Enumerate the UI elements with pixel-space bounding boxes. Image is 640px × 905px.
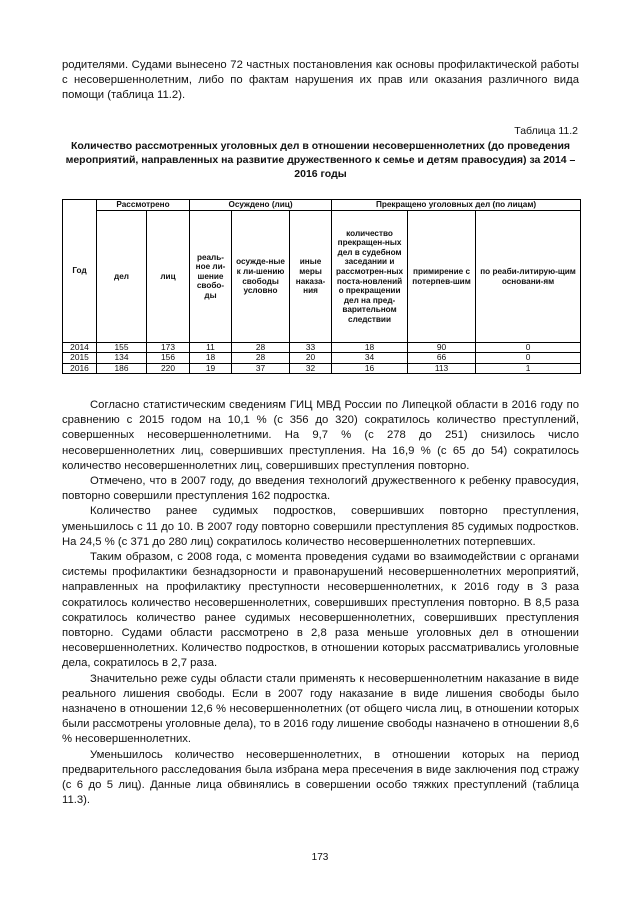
table-row: [63, 353, 581, 363]
page-number: 173: [311, 852, 329, 863]
table-cell: 220: [147, 363, 190, 373]
body-paragraph: Согласно статистическим сведениям ГИЦ МВД России по Липецкой области в 2016 году по сравнению с 2015 годом на 10,1 % (с 356 до 320) сократилось количество преступлений, совершенных несовершеннолетними. На 9,7 % (с 278 до 251) снизилось число несовершеннолетних лиц, совершивших преступления. На 16,9 % (с 65 до 54) сократилось количество несовершеннолетних лиц, совершивших преступления повторно.: [62, 399, 579, 472]
table-cell: 0: [476, 343, 581, 353]
table-cell: 16: [332, 363, 408, 373]
table-cell: 11: [190, 343, 232, 353]
table-cell: 28: [232, 353, 290, 363]
header-terminated: Прекращено уголовных дел (по лицам): [332, 200, 581, 211]
table-cell: 156: [147, 353, 190, 363]
table-cell: 18: [332, 343, 408, 353]
table-cell: 113: [408, 363, 476, 373]
header-real-imprisonment: реаль-ное ли-шение свобо-ды: [190, 211, 232, 343]
table-cell: 90: [408, 343, 476, 353]
table-cell: 134: [97, 353, 147, 363]
table-cell: 2015: [63, 353, 97, 363]
table-cell: 18: [190, 353, 232, 363]
table-cell: 37: [232, 363, 290, 373]
header-year: Год: [63, 200, 97, 343]
table-cell: 28: [232, 343, 290, 353]
table-cell: 33: [290, 343, 332, 353]
header-convicted: Осуждено (лиц): [190, 200, 332, 211]
header-terminated-hearing: количество прекращен-ных дел в судебном заседании и рассмотрен-ных поста-новлений о прекращении дел на пред-варительном следствии: [332, 211, 408, 343]
header-other-measures: иные меры наказа-ния: [290, 211, 332, 343]
header-considered: Рассмотрено: [97, 200, 190, 211]
header-reconciliation: примирение с потерпев-шим: [408, 211, 476, 343]
table-cell: 32: [290, 363, 332, 373]
intro-paragraph: родителями. Судами вынесено 72 частных постановления как основы профилактической работы с несовершеннолетним, либо по фактам нарушения их прав или оказания различного вида помощи (таблица 11.2).: [62, 59, 579, 102]
table-title: Количество рассмотренных уголовных дел в отношении несовершеннолетних (до проведения мероприятий, направленных на развитие дружественного к семье и детям правосудия) за 2014 – 2016 годы: [65, 140, 576, 180]
table-cell: 2016: [63, 363, 97, 373]
body-paragraph: Значительно реже суды области стали применять к несовершеннолетним наказание в виде реального лишения свободы. Если в 2007 году наказание в виде лишения свободы было назначено в отношении 12,6 % несовершеннолетних (от общего числа лиц, в отношении которых были рассмотрены уголовные дела), то в 2016 году лишение свободы назначено в отношении 8,6 % несовершеннолетних.: [62, 672, 579, 746]
table-row: [63, 343, 581, 353]
body-paragraph: Отмечено, что в 2007 году, до введения технологий дружественного к ребенку правосудия, повторно совершили преступления 162 подростка.: [62, 475, 579, 503]
table-cell: 2014: [63, 343, 97, 353]
header-persons: лиц: [147, 211, 190, 343]
table-cell: 66: [408, 353, 476, 363]
body-paragraph: Уменьшилось количество несовершеннолетних, в отношении которых на период предварительного расследования была избрана мера пресечения в виде заключения под стражу (с 6 до 5 лиц). Данные лица обвинялись в совершении особо тяжких преступлений (таблица 11.3).: [62, 748, 579, 807]
criminal-cases-table: [62, 199, 581, 374]
table-cell: 0: [476, 353, 581, 363]
table-cell: 186: [97, 363, 147, 373]
table-label: Таблица 11.2: [514, 125, 578, 137]
body-text: [62, 398, 579, 808]
table-cell: 20: [290, 353, 332, 363]
table-cell: 155: [97, 343, 147, 353]
table-cell: 34: [332, 353, 408, 363]
table-cell: 173: [147, 343, 190, 353]
table-cell: 1: [476, 363, 581, 373]
header-cases: дел: [97, 211, 147, 343]
header-suspended: осужде-ные к ли-шению свободы условно: [232, 211, 290, 343]
body-paragraph: Таким образом, с 2008 года, с момента проведения судами во взаимодействии с органами системы профилактики безнадзорности и правонарушений несовершеннолетних мероприятий, направленных на профилактику преступности несовершеннолетних, к 2016 году в 3 раза сократилось количество несовершеннолетних, совершивших преступления повторно. В 8,5 раза сократилось количество ранее судимых несовершеннолетних, совершивших преступления повторно. Судами области рассмотрено в 2,8 раза меньше уголовных дел в отношении несовершеннолетних. Количество подростков, в отношении которых рассматривались уголовные дела, сократилось в 2,7 раза.: [62, 551, 579, 670]
table-row: [63, 363, 581, 373]
body-paragraph: Количество ранее судимых подростков, совершивших повторно преступления, уменьшилось с 11 до 10. В 2007 году повторно совершили преступления 85 судимых подростков. На 24,5 % (с 371 до 280 лиц) сократилось количество несовершеннолетних потерпевших.: [62, 505, 579, 548]
header-rehabilitating: по реаби-литирую-щим основани-ям: [476, 211, 581, 343]
table-cell: 19: [190, 363, 232, 373]
